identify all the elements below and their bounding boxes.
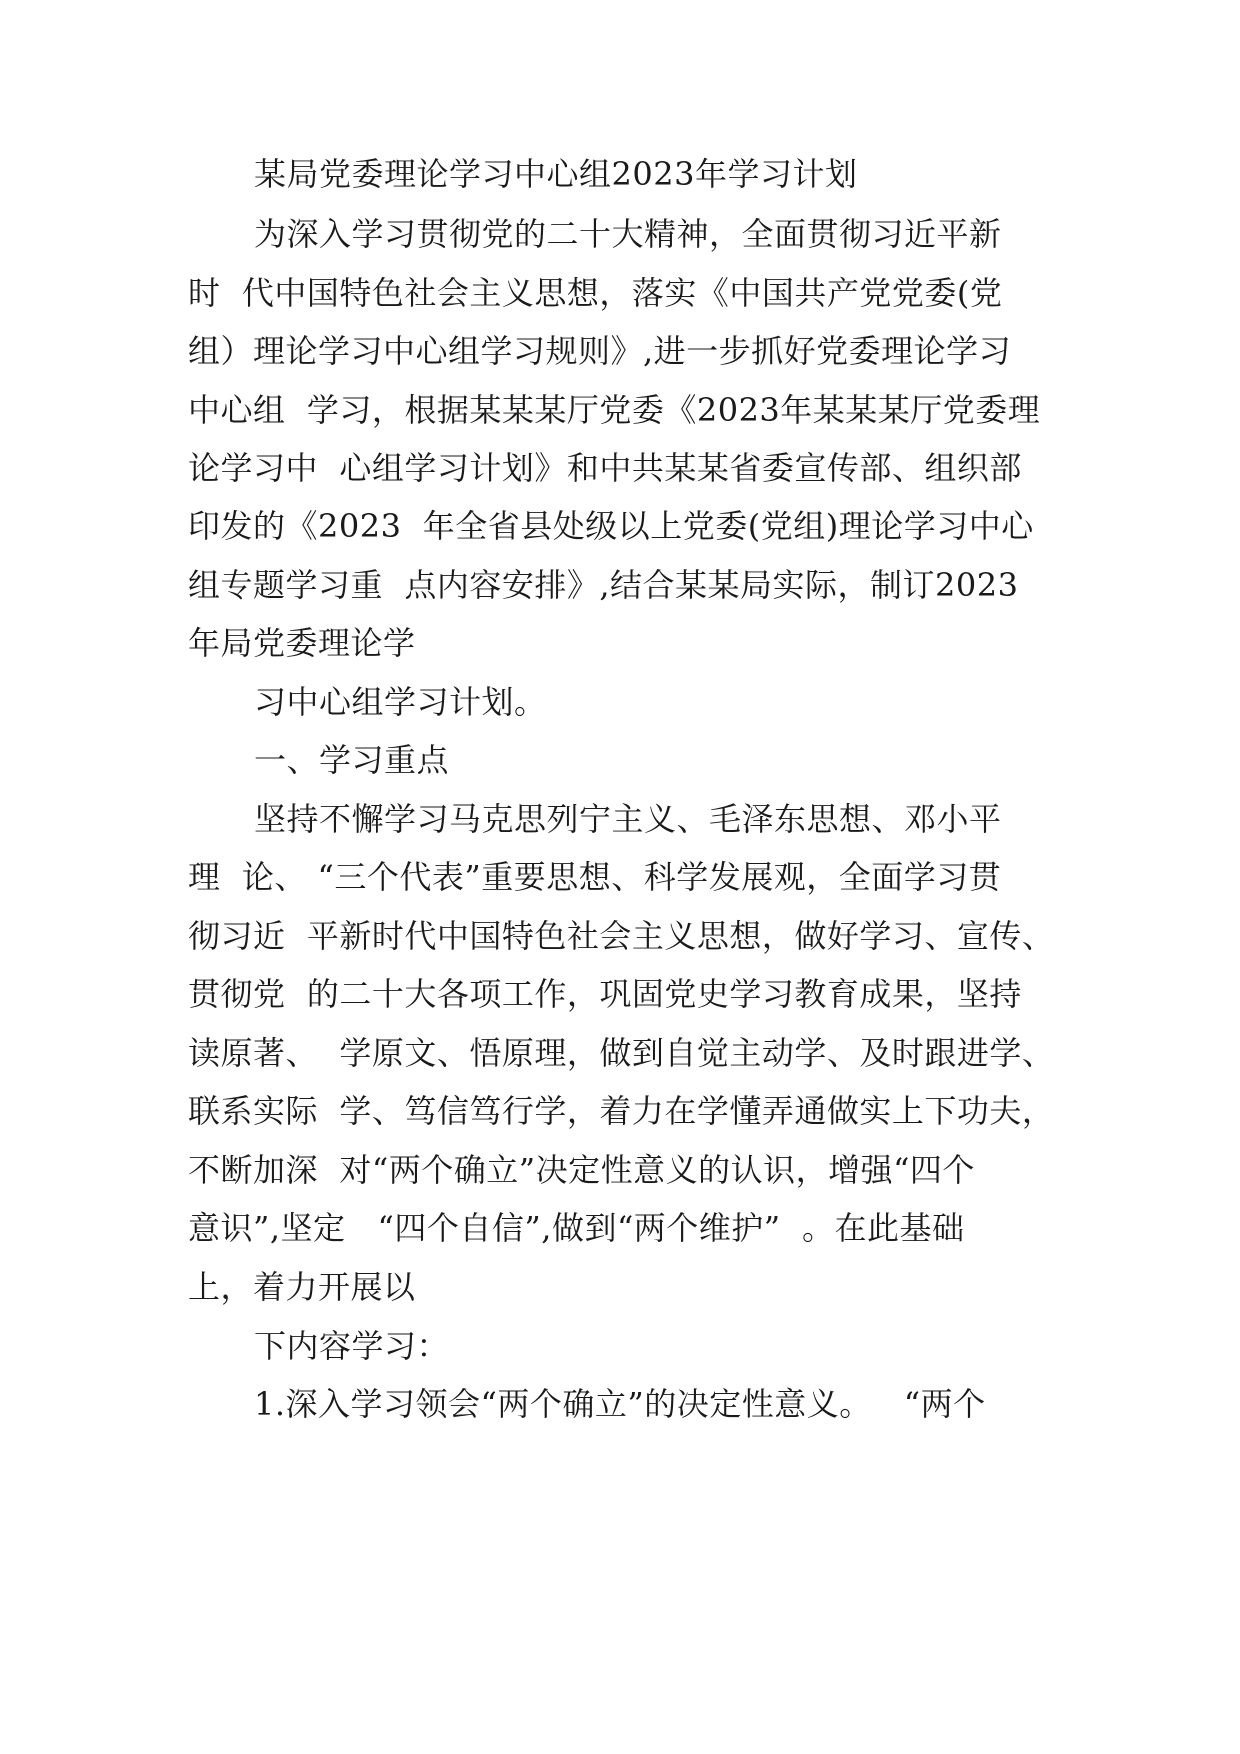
document-title: 某局党委理论学习中心组2023年学习计划	[254, 155, 858, 193]
text-line: 联系实际 学、笃信笃行学，着力在学懂弄通做实上下功夫，	[188, 1092, 1055, 1130]
text-line: 印发的《2023 年全省县处级以上党委(党组)理论学习中心	[188, 507, 1034, 545]
text-line: 年局党委理论学	[188, 624, 416, 662]
text-line: 组）理论学习中心组学习规则》,进一步抓好党委理论学习	[188, 332, 1012, 370]
text-line: 中心组 学习，根据某某某厅党委《2023年某某某厅党委理	[188, 391, 1041, 429]
text-line: 意识”,坚定 “四个自信”,做到“两个维护” 。在此基础	[188, 1209, 965, 1247]
text-line: 不断加深 对“两个确立”决定性意义的认识，增强“四个	[188, 1151, 975, 1189]
section-heading: 一、学习重点	[254, 741, 450, 779]
text-line: 彻习近 平新时代中国特色社会主义思想，做好学习、宣传、	[188, 917, 1055, 955]
text-line: 读原著、 学原文、悟原理，做到自觉主动学、及时跟进学、	[188, 1034, 1055, 1072]
text-line: 上，着力开展以	[188, 1268, 416, 1306]
text-line: 组专题学习重 点内容安排》,结合某某局实际，制订2023	[188, 566, 1019, 604]
text-line: 习中心组学习计划。	[254, 683, 547, 721]
list-item: 1.深入学习领会“两个确立”的决定性意义。 “两个	[254, 1385, 986, 1423]
text-line: 理 论、 “三个代表”重要思想、科学发展观，全面学习贯	[188, 858, 1002, 896]
text-line: 论学习中 心组学习计划》和中共某某省委宣传部、组织部	[188, 449, 1022, 487]
text-line: 贯彻党 的二十大各项工作，巩固党史学习教育成果，坚持	[188, 975, 1022, 1013]
text-line: 下内容学习：	[254, 1327, 450, 1365]
text-line: 时 代中国特色社会主义思想，落实《中国共产党党委(党	[188, 274, 1003, 312]
text-line: 为深入学习贯彻党的二十大精神，全面贯彻习近平新	[254, 215, 1002, 253]
text-line: 坚持不懈学习马克思列宁主义、毛泽东思想、邓小平	[254, 800, 1002, 838]
